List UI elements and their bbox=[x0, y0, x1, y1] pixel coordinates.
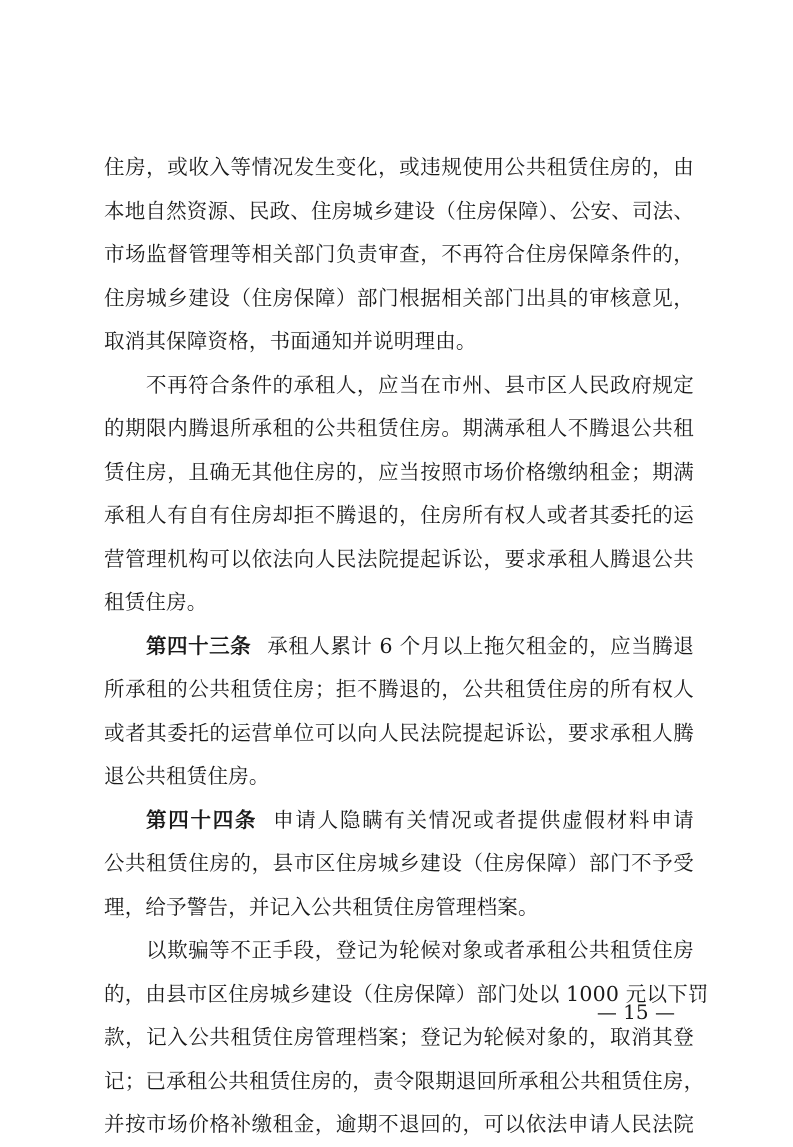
text-line: 记；已承租公共租赁住房的，责令限期退回所承租公共租赁住房， bbox=[104, 1068, 705, 1093]
text-line: 市场监督管理等相关部门负责审查，不再符合住房保障条件的， bbox=[104, 242, 694, 266]
article-heading: 第四十四条 bbox=[146, 807, 258, 832]
text-line: 退公共租赁住房。 bbox=[104, 764, 270, 788]
text-line: 营管理机构可以依法向人民法院提起诉讼，要求承租人腾退公共 bbox=[104, 546, 694, 571]
text-line: 所承租的公共租赁住房；拒不腾退的，公共租赁住房的所有权人 bbox=[104, 677, 694, 701]
text-line: 住房城乡建设（住房保障）部门根据相关部门出具的审核意见， bbox=[104, 285, 694, 310]
text-line: 租赁住房。 bbox=[104, 590, 208, 614]
body-text bbox=[104, 146, 709, 1147]
paragraph-start-line: 以欺骗等不正手段，登记为轮候对象或者承租公共租赁住房 bbox=[146, 938, 694, 962]
article-text: 承租人累计 6 个月以上拖欠租金的，应当腾退 bbox=[267, 633, 694, 658]
page-number: — 15 — bbox=[596, 1000, 675, 1024]
text-line: 的，由县市区住房城乡建设（住房保障）部门处以 1000 元以下罚 bbox=[104, 981, 709, 1006]
text-line: 或者其委托的运营单位可以向人民法院提起诉讼，要求承租人腾 bbox=[104, 720, 694, 745]
text-line: 本地自然资源、民政、住房城乡建设（住房保障）、公安、司法、 bbox=[104, 198, 695, 223]
text-line: 承租人有自有住房却拒不腾退的，住房所有权人或者其委托的运 bbox=[104, 503, 694, 527]
paragraph-start-line: 不再符合条件的承租人，应当在市州、县市区人民政府规定 bbox=[146, 372, 694, 397]
article-43-line bbox=[104, 625, 694, 669]
text-line: 的期限内腾退所承租的公共租赁住房。期满承租人不腾退公共租 bbox=[104, 416, 694, 440]
text-line: 住房，或收入等情况发生变化，或违规使用公共租赁住房的，由 bbox=[104, 155, 694, 179]
text-line: 公共租赁住房的，县市区住房城乡建设（住房保障）部门不予受 bbox=[104, 851, 694, 875]
text-line: 理，给予警告，并记入公共租赁住房管理档案。 bbox=[104, 894, 539, 919]
text-line: 赁住房，且确无其他住房的，应当按照市场价格缴纳租金；期满 bbox=[104, 459, 694, 484]
text-line: 并按市场价格补缴租金，逾期不退回的，可以依法申请人民法院 bbox=[104, 1112, 694, 1136]
article-heading: 第四十三条 bbox=[146, 633, 252, 658]
text-line: 款，记入公共租赁住房管理档案；登记为轮候对象的，取消其登 bbox=[104, 1025, 694, 1049]
text-line: 取消其保障资格，书面通知并说明理由。 bbox=[104, 329, 477, 353]
article-text: 申请人隐瞒有关情况或者提供虚假材料申请 bbox=[273, 807, 694, 832]
article-44-line bbox=[104, 799, 694, 843]
